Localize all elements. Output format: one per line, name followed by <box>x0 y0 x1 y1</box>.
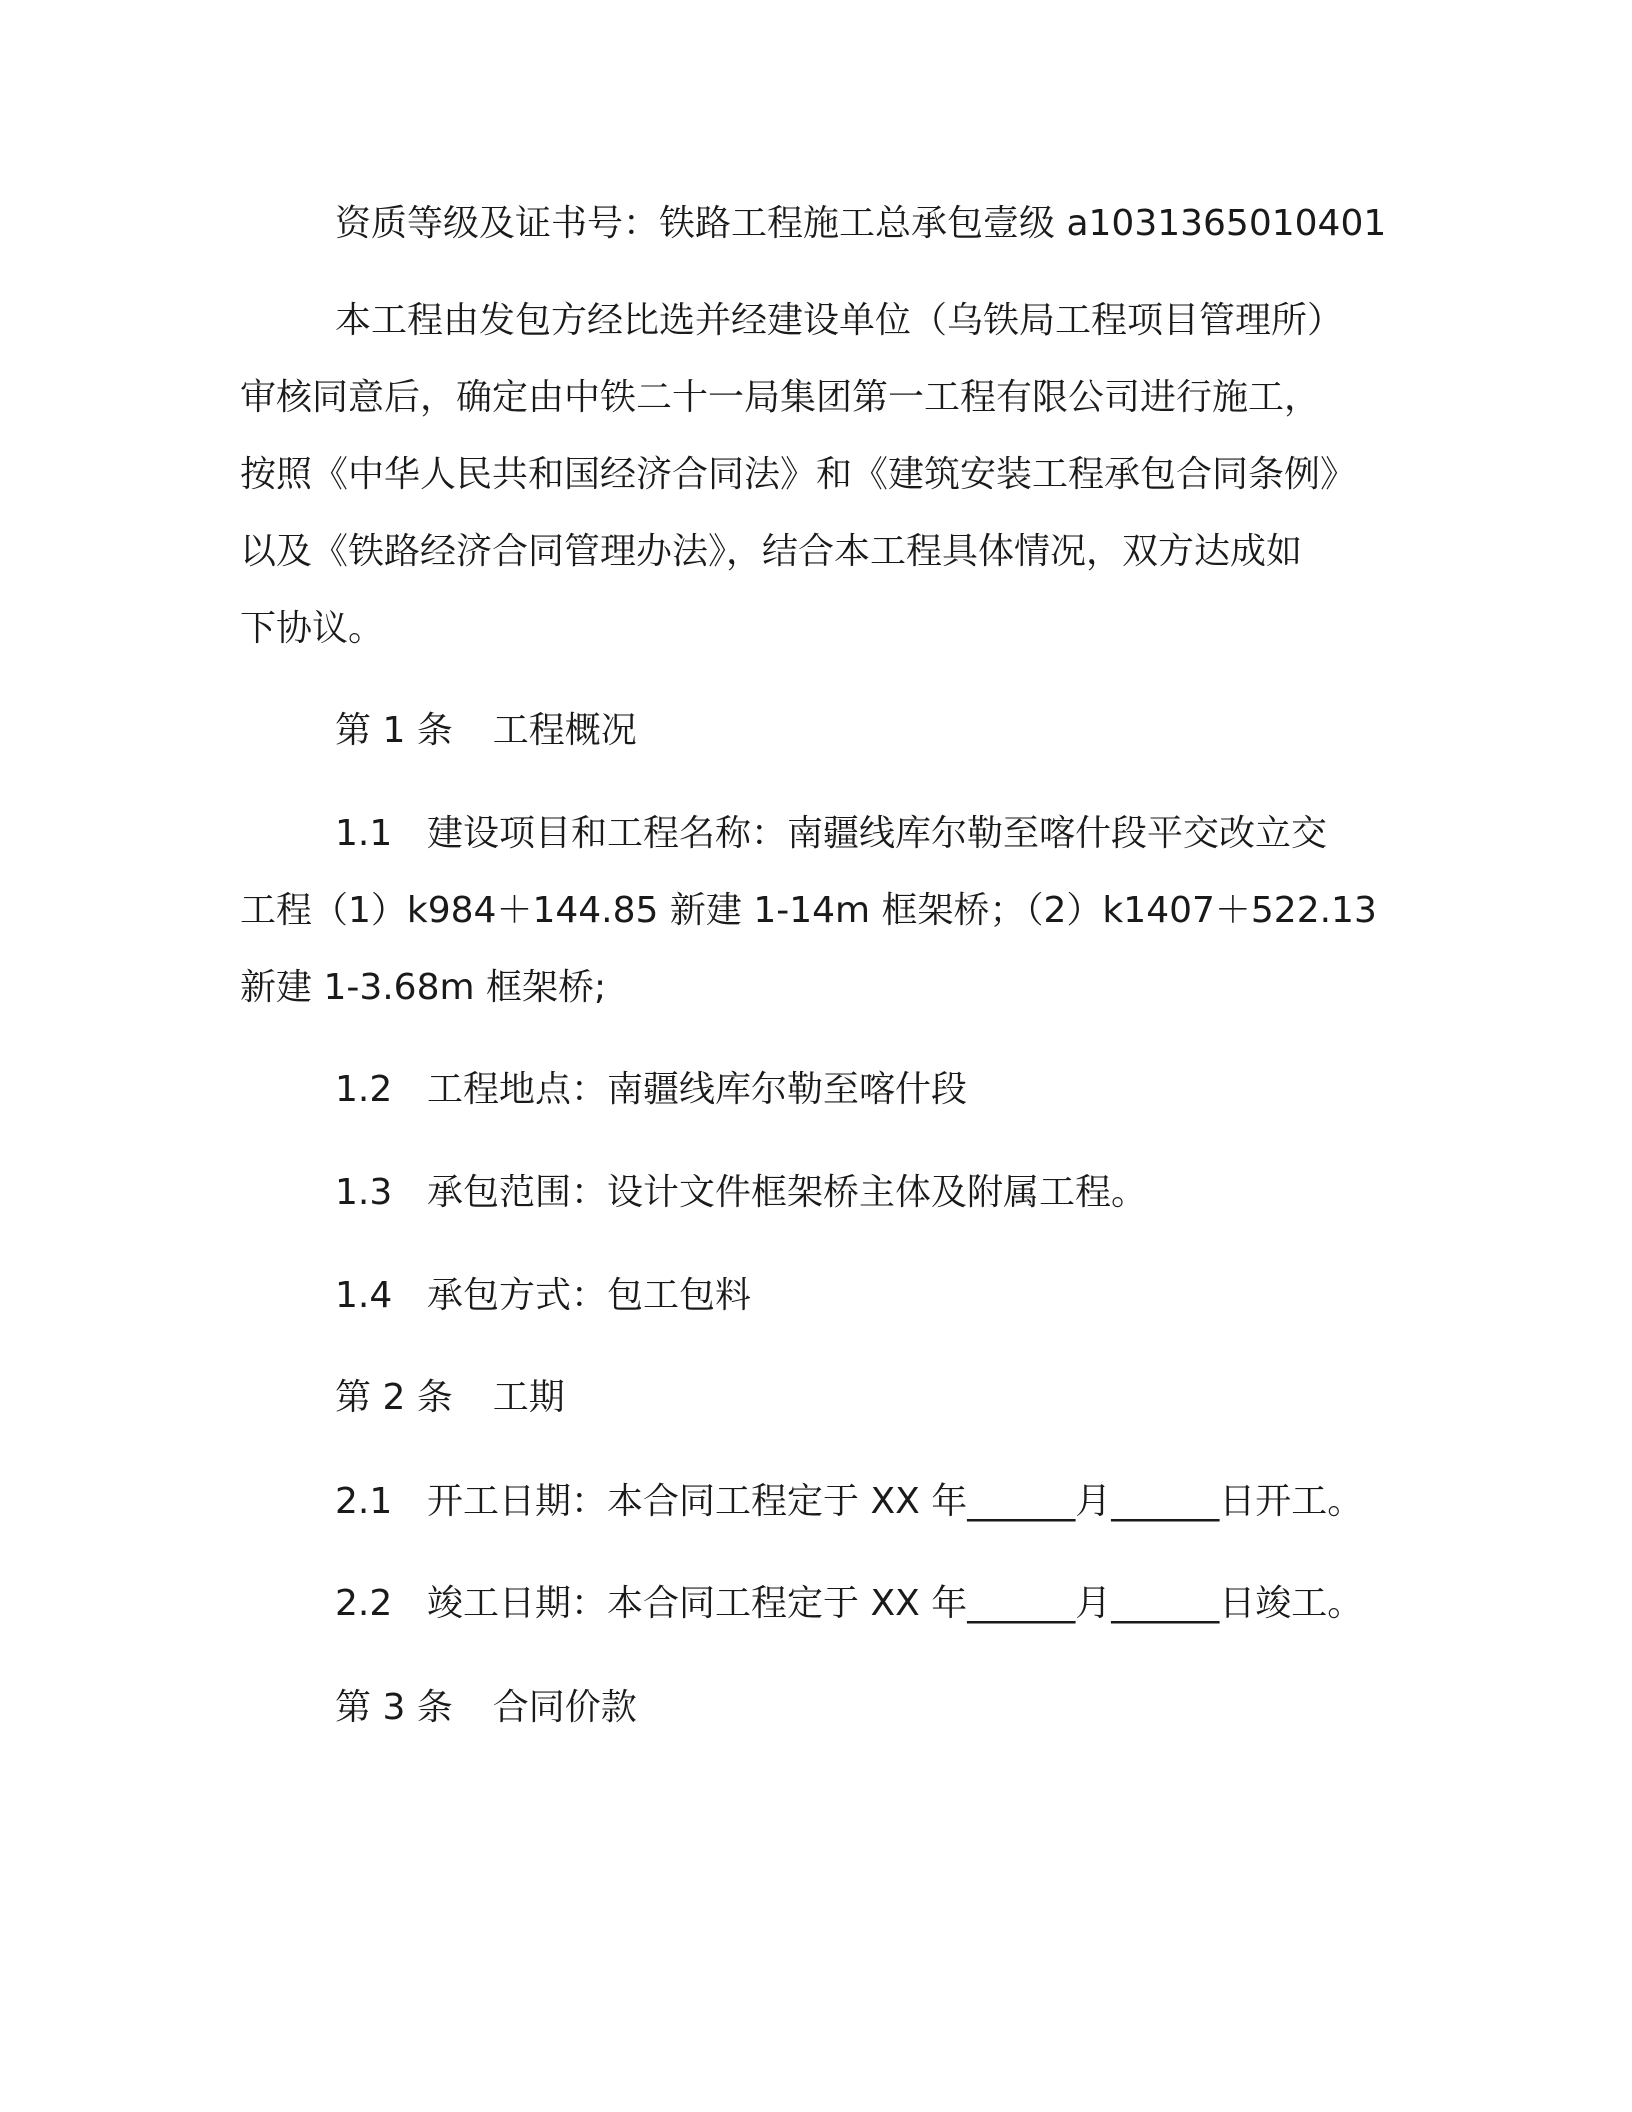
intro-line-2: 审核同意后，确定由中铁二十一局集团第一工程有限公司进行施工， <box>240 377 1321 418</box>
qualification-line <box>335 200 1386 248</box>
clause-1-1-number: 1.1 <box>335 813 393 854</box>
clause-1-1-line-3: 新建 1-3.68m 框架桥; <box>240 967 607 1008</box>
clause-2-1 <box>335 1478 1363 1526</box>
clause-1-1-line-1 <box>335 810 1327 858</box>
clause-2-2 <box>335 1580 1363 1628</box>
clause-1-1-line-2: 工程（1）k984＋144.85 新建 1-14m 框架桥；（2）k1407＋522.13 <box>240 890 1377 931</box>
clause-1-4 <box>335 1272 751 1320</box>
intro-line-5: 下协议。 <box>240 608 385 649</box>
intro-line-3: 按照《中华人民共和国经济合同法》和《建筑安装工程承包合同条例》 <box>240 454 1357 495</box>
clause-1-2-number: 1.2 <box>335 1069 393 1110</box>
article-1-heading <box>335 707 637 755</box>
clause-1-3-number: 1.3 <box>335 1172 393 1213</box>
qualification-text: 资质等级及证书号：铁路工程施工总承包壹级 a1031365010401 <box>335 203 1387 244</box>
article-3-title: 合同价款 <box>492 1687 637 1728</box>
intro-line-1: 本工程由发包方经比选并经建设单位（乌铁局工程项目管理所） <box>335 300 1344 341</box>
clause-2-2-number: 2.2 <box>335 1583 393 1624</box>
clause-1-2 <box>335 1066 967 1114</box>
article-2-heading <box>335 1374 565 1422</box>
clause-2-1-text: 开工日期：本合同工程定于 XX 年______月______日开工。 <box>427 1481 1364 1522</box>
intro-line-4: 以及《铁路经济合同管理办法》，结合本工程具体情况，双方达成如 <box>240 531 1303 572</box>
clause-2-2-text: 竣工日期：本合同工程定于 XX 年______月______日竣工。 <box>427 1583 1364 1624</box>
clause-1-2-text: 工程地点：南疆线库尔勒至喀什段 <box>427 1069 968 1110</box>
clause-1-3 <box>335 1169 1147 1217</box>
clause-1-1-text-1: 建设项目和工程名称：南疆线库尔勒至喀什段平交改立交 <box>427 813 1328 854</box>
article-1-number: 第 1 条 <box>335 710 453 751</box>
article-2-number: 第 2 条 <box>335 1377 453 1418</box>
clause-1-3-text: 承包范围：设计文件框架桥主体及附属工程。 <box>427 1172 1148 1213</box>
clause-1-4-number: 1.4 <box>335 1275 393 1316</box>
clause-2-1-number: 2.1 <box>335 1481 393 1522</box>
article-3-number: 第 3 条 <box>335 1687 453 1728</box>
clause-1-4-text: 承包方式：包工包料 <box>427 1275 752 1316</box>
article-2-title: 工期 <box>492 1377 565 1418</box>
article-3-heading <box>335 1684 637 1732</box>
article-1-title: 工程概况 <box>492 710 637 751</box>
